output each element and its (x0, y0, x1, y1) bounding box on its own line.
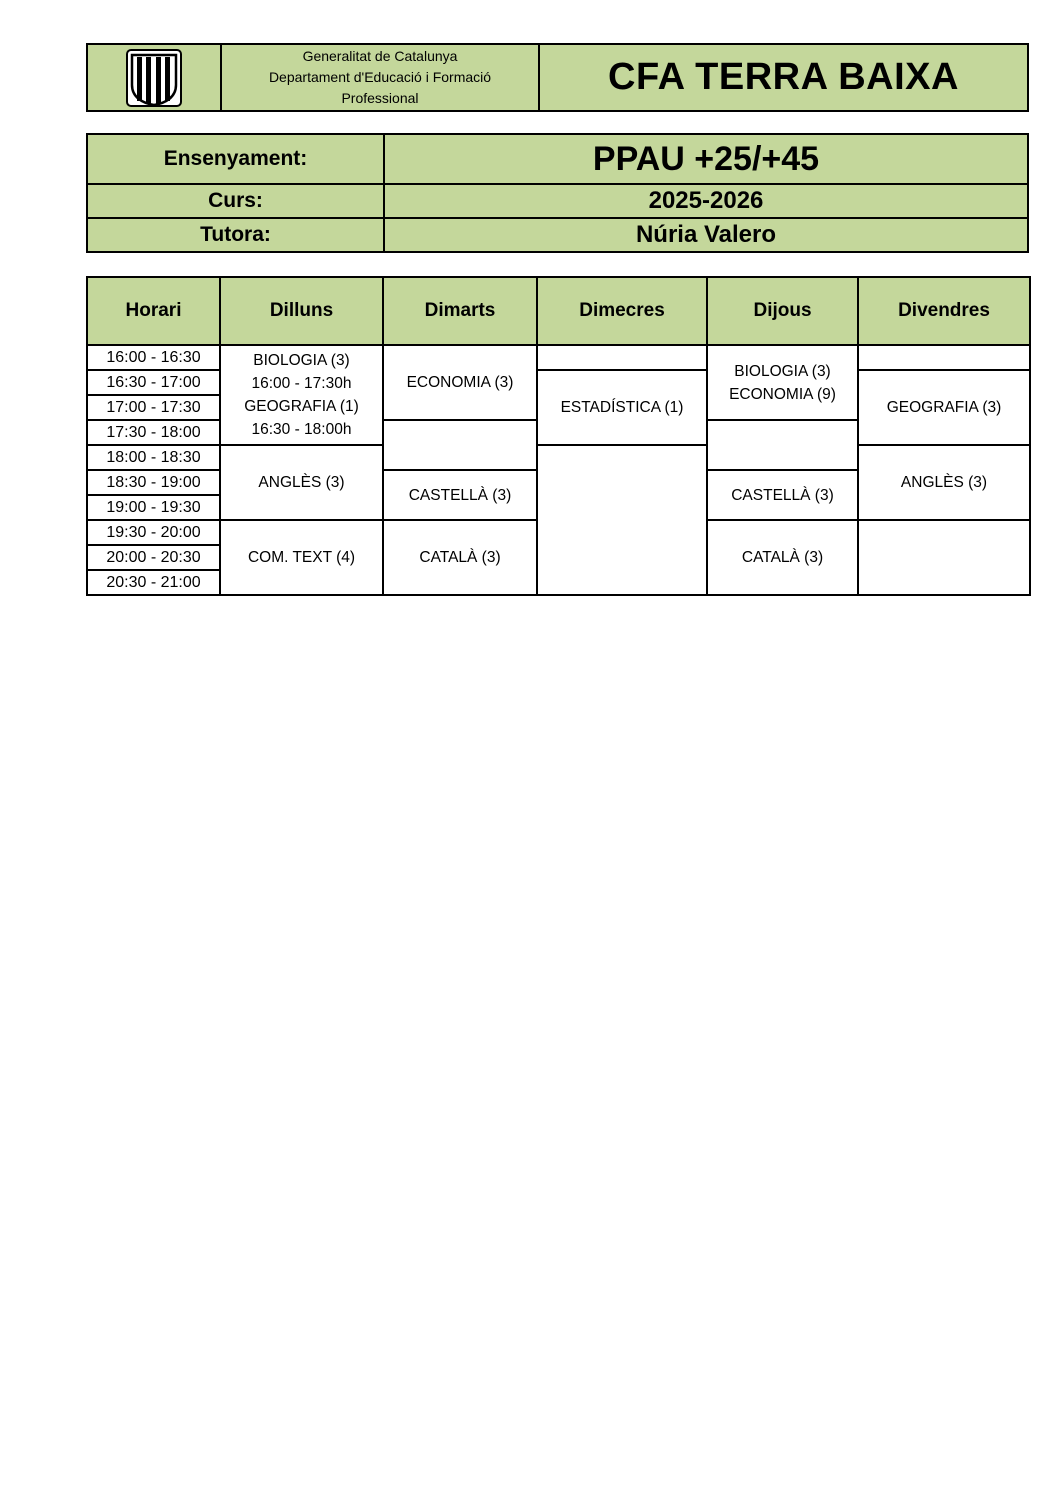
divendres-block-1: GEOGRAFIA (3) (858, 370, 1030, 445)
dijous-block-3: CATALÀ (3) (707, 520, 858, 595)
catalan-coat-of-arms-icon (126, 49, 182, 107)
time-slot: 17:30 - 18:00 (87, 420, 220, 445)
time-slot: 18:30 - 19:00 (87, 470, 220, 495)
time-slot: 16:30 - 17:00 (87, 370, 220, 395)
header-divendres: Divendres (858, 277, 1030, 345)
ensenyament-label: Ensenyament: (87, 134, 384, 184)
tutora-label: Tutora: (87, 218, 384, 252)
dimecres-empty-cell (537, 345, 707, 370)
dimarts-block-3: CATALÀ (3) (383, 520, 537, 595)
dijous-empty-cell (707, 420, 858, 470)
dilluns-geografia: GEOGRAFIA (1) (244, 398, 359, 415)
time-slot: 17:00 - 17:30 (87, 395, 220, 420)
gov-line-1: Generalitat de Catalunya (302, 48, 458, 64)
dimecres-block-1: ESTADÍSTICA (1) (537, 370, 707, 445)
header-dimarts: Dimarts (383, 277, 537, 345)
time-slot: 19:30 - 20:00 (87, 520, 220, 545)
time-slot: 20:30 - 21:00 (87, 570, 220, 595)
dimarts-block-2: CASTELLÀ (3) (383, 470, 537, 520)
government-name (221, 44, 539, 111)
divendres-empty-cell (858, 520, 1030, 595)
time-slot: 20:00 - 20:30 (87, 545, 220, 570)
curs-value: 2025-2026 (384, 184, 1028, 218)
school-name: CFA TERRA BAIXA (539, 44, 1028, 111)
tutora-value: Núria Valero (384, 218, 1028, 252)
gov-line-3: Professional (341, 90, 419, 106)
time-slot: 19:00 - 19:30 (87, 495, 220, 520)
dilluns-block-3: COM. TEXT (4) (220, 520, 383, 595)
dilluns-biologia-time: 16:00 - 17:30h (251, 375, 352, 392)
schedule-table (86, 276, 1031, 596)
curs-label: Curs: (87, 184, 384, 218)
gov-line-2: Departament d'Educació i Formació (268, 69, 492, 85)
divendres-block-2: ANGLÈS (3) (858, 445, 1030, 520)
header-table (86, 43, 1029, 112)
divendres-empty-cell (858, 345, 1030, 370)
dimarts-block-1: ECONOMIA (3) (383, 345, 537, 420)
dilluns-geografia-time: 16:30 - 18:00h (251, 421, 352, 438)
logo-cell (87, 44, 221, 111)
ensenyament-value: PPAU +25/+45 (384, 134, 1028, 184)
dijous-biologia: BIOLOGIA (3) (734, 362, 831, 380)
dimarts-empty-cell (383, 420, 537, 470)
header-dilluns: Dilluns (220, 277, 383, 345)
dimecres-empty-cell (537, 445, 707, 595)
dijous-block-1 (707, 345, 858, 420)
dilluns-block-2: ANGLÈS (3) (220, 445, 383, 520)
dijous-block-2: CASTELLÀ (3) (707, 470, 858, 520)
header-dijous: Dijous (707, 277, 858, 345)
info-table (86, 133, 1029, 253)
dilluns-block-1 (220, 345, 383, 445)
header-horari: Horari (87, 277, 220, 345)
dijous-economia: ECONOMIA (9) (729, 385, 836, 403)
time-slot: 16:00 - 16:30 (87, 345, 220, 370)
dilluns-biologia: BIOLOGIA (3) (253, 352, 350, 369)
time-slot: 18:00 - 18:30 (87, 445, 220, 470)
header-dimecres: Dimecres (537, 277, 707, 345)
